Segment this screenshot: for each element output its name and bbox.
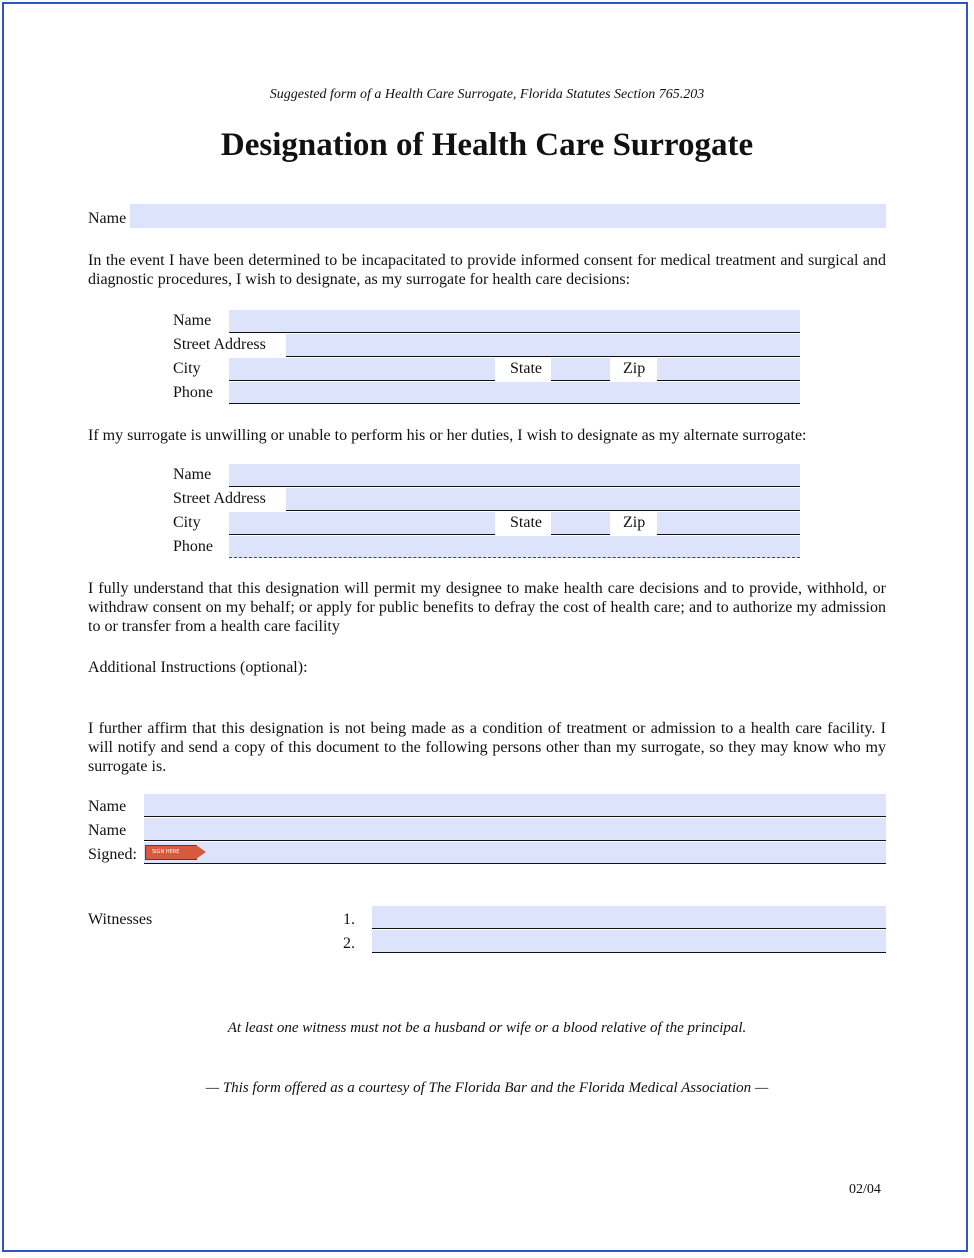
form-subtitle: Suggested form of a Health Care Surrogate, Florida Statutes Section 765.203 bbox=[269, 87, 705, 102]
additional-instructions-label: Additional Instructions (optional): bbox=[88, 659, 308, 676]
surrogate-street-label: Street Address bbox=[173, 336, 266, 353]
surrogate-zip-label: Zip bbox=[623, 360, 646, 377]
intro-paragraph: In the event I have been determined to be incapacitated to provide informed consent for medical treatment and surgical and diagnostic procedures, I wish to designate, as my surrogate for health care decisions: bbox=[88, 252, 886, 288]
alternate-phone-field[interactable] bbox=[229, 536, 800, 558]
witness-2-field[interactable] bbox=[372, 930, 886, 953]
notify-name2-field[interactable] bbox=[144, 818, 886, 841]
surrogate-city-field[interactable] bbox=[229, 358, 495, 381]
sign-here-tag[interactable]: SIGN HERE bbox=[145, 845, 197, 860]
alternate-name-field[interactable] bbox=[229, 464, 800, 487]
alternate-intro: If my surrogate is unwilling or unable to perform his or her duties, I wish to designate as my alternate surrogate: bbox=[88, 427, 807, 444]
surrogate-city-label: City bbox=[173, 360, 201, 377]
surrogate-name-field[interactable] bbox=[229, 310, 800, 333]
form-title: Designation of Health Care Surrogate bbox=[220, 127, 754, 163]
alternate-street-label: Street Address bbox=[173, 490, 266, 507]
witnesses-label: Witnesses bbox=[88, 911, 153, 928]
signed-label: Signed: bbox=[88, 846, 137, 863]
alternate-street-field[interactable] bbox=[286, 488, 800, 511]
principal-name-field[interactable] bbox=[130, 204, 886, 228]
witness-note: At least one witness must not be a husband or wife or a blood relative of the principal. bbox=[227, 1020, 747, 1036]
alternate-state-field[interactable] bbox=[551, 512, 610, 535]
understanding-paragraph: I fully understand that this designation will permit my designee to make health care decisions and to provide, withhold, or withdraw consent on my behalf; or apply for public benefits to defray the cost of health care; and to authorize my admission to or transfer from a health care facility bbox=[88, 580, 886, 635]
surrogate-zip-field[interactable] bbox=[657, 358, 800, 381]
surrogate-phone-field[interactable] bbox=[229, 382, 800, 404]
principal-name-label: Name bbox=[88, 210, 127, 227]
notify-name2-label: Name bbox=[88, 822, 127, 839]
surrogate-state-label: State bbox=[510, 360, 542, 377]
alternate-name-label: Name bbox=[173, 466, 212, 483]
alternate-phone-label: Phone bbox=[173, 538, 213, 555]
surrogate-state-field[interactable] bbox=[551, 358, 610, 381]
alternate-city-field[interactable] bbox=[229, 512, 495, 535]
notify-name1-field[interactable] bbox=[144, 794, 886, 817]
alternate-city-label: City bbox=[173, 514, 201, 531]
form-date: 02/04 bbox=[849, 1182, 881, 1197]
surrogate-phone-label: Phone bbox=[173, 384, 213, 401]
courtesy-note: — This form offered as a courtesy of The Florida Bar and the Florida Medical Association — bbox=[205, 1080, 769, 1096]
surrogate-street-field[interactable] bbox=[286, 334, 800, 357]
surrogate-name-label: Name bbox=[173, 312, 212, 329]
affirm-paragraph: I further affirm that this designation is not being made as a condition of treatment or admission to a health care facility. I will notify and send a copy of this document to the following persons other than my surrogate, so they may know who my surrogate is. bbox=[88, 720, 886, 775]
alternate-zip-label: Zip bbox=[623, 514, 646, 531]
notify-name1-label: Name bbox=[88, 798, 127, 815]
witness-1-number: 1. bbox=[343, 911, 355, 928]
alternate-zip-field[interactable] bbox=[657, 512, 800, 535]
witness-1-field[interactable] bbox=[372, 906, 886, 929]
witness-2-number: 2. bbox=[343, 935, 355, 952]
signature-field[interactable] bbox=[144, 842, 886, 864]
alternate-state-label: State bbox=[510, 514, 542, 531]
